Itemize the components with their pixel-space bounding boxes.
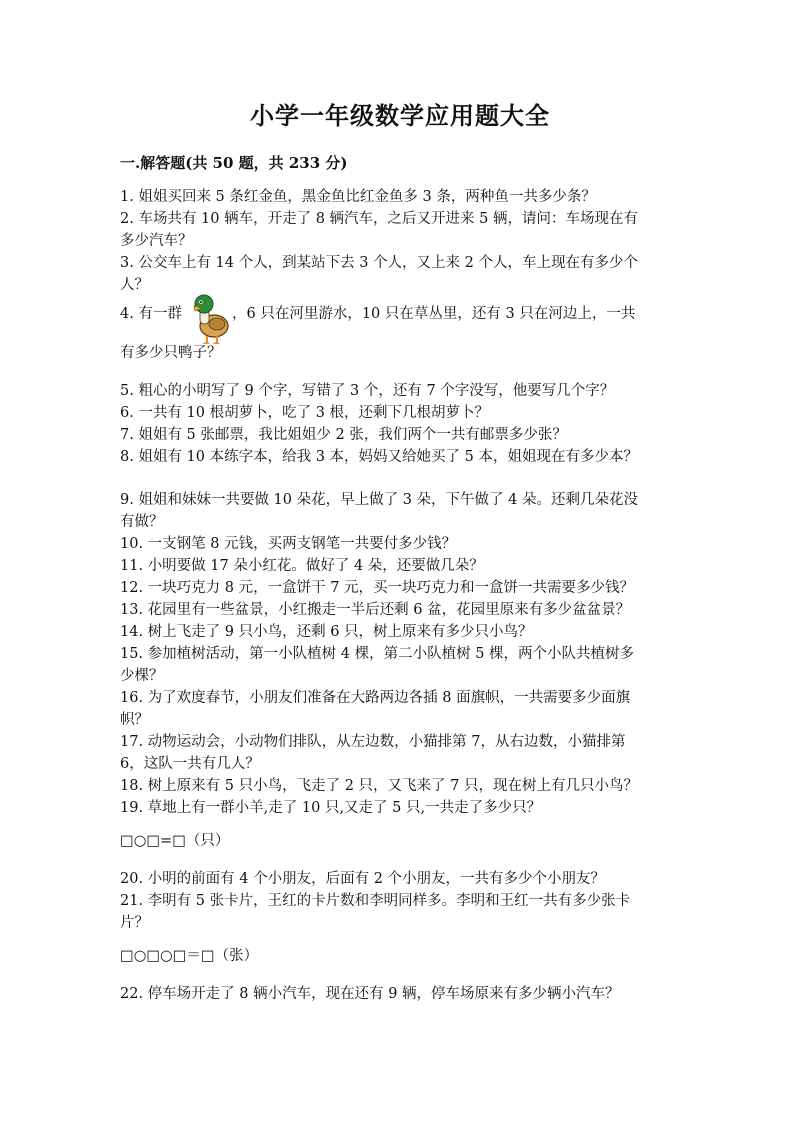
section-heading: 一.解答题(共 50 题，共 233 分) (120, 154, 348, 172)
question-4-line-1: ，6 只在河里游水，10 只在草丛里，还有 3 只在河边上，一共 (232, 306, 636, 322)
question-3-line-1: 3. 公交车上有 14 个人，到某站下去 3 个人，又上来 2 个人，车上现在有多少个 (120, 255, 638, 271)
question-17-line-2: 6，这队一共有几人？ (120, 756, 260, 772)
question-22: 22. 停车场开走了 8 辆小汽车，现在还有 9 辆，停车场原来有多少辆小汽车？ (120, 986, 620, 1002)
question-3-line-2: 人？ (120, 277, 149, 293)
question-18: 18. 树上原来有 5 只小鸟，飞走了 2 只，又飞来了 7 只，现在树上有几只小鸟？ (120, 778, 638, 794)
formula-19: □○□=□（只） (120, 833, 230, 849)
question-21-line-1: 21. 李明有 5 张卡片，王红的卡片数和李明同样多。李明和王红一共有多少张卡 (120, 893, 631, 909)
question-4-prefix: 4. 有一群 (120, 306, 182, 322)
question-10: 10. 一支钢笔 8 元钱，买两支钢笔一共要付多少钱？ (120, 536, 457, 552)
question-14: 14. 树上飞走了 9 只小鸟，还剩 6 只，树上原来有多少只小鸟？ (120, 624, 533, 640)
page-title: 小学一年级数学应用题大全 (250, 101, 550, 130)
question-1: 1. 姐姐买回来 5 条红金鱼，黑金鱼比红金鱼多 3 条，两种鱼一共多少条？ (120, 189, 596, 205)
question-12: 12. 一块巧克力 8 元，一盒饼干 7 元，买一块巧克力和一盒饼一共需要多少钱？ (120, 580, 635, 596)
question-15-line-2: 少棵？ (120, 668, 164, 684)
question-20: 20. 小明的前面有 4 个小朋友，后面有 2 个小朋友，一共有多少个小朋友？ (120, 871, 606, 887)
question-17-line-1: 17. 动物运动会，小动物们排队，从左边数，小猫排第 7，从右边数，小猫排第 (120, 734, 626, 750)
question-5: 5. 粗心的小明写了 9 个字，写错了 3 个，还有 7 个字没写，他要写几个字？ (120, 383, 615, 399)
question-2-line-1: 2. 车场共有 10 辆车，开走了 8 辆汽车，之后又开进来 5 辆，请问：车场现在有 (120, 211, 638, 227)
question-15-line-1: 15. 参加植树活动，第一小队植树 4 棵，第二小队植树 5 棵，两个小队共植树多 (120, 646, 635, 662)
question-2-line-2: 多少汽车？ (120, 233, 193, 249)
question-6: 6. 一共有 10 根胡萝卜，吃了 3 根，还剩下几根胡萝卜？ (120, 405, 490, 421)
duck-image (190, 290, 230, 346)
question-4-line-2: 有多少只鸭子？ (120, 345, 222, 361)
formula-21: □○□○□＝□（张） (120, 948, 259, 964)
question-21-line-2: 片？ (120, 915, 149, 931)
question-7: 7. 姐姐有 5 张邮票，我比姐姐少 2 张，我们两个一共有邮票多少张？ (120, 427, 567, 443)
question-8: 8. 姐姐有 10 本练字本，给我 3 本，妈妈又给她买了 5 本，姐姐现在有多少本？ (120, 449, 638, 465)
question-9-line-2: 有做？ (120, 514, 164, 530)
question-19: 19. 草地上有一群小羊,走了 10 只,又走了 5 只,一共走了多少只？ (120, 800, 542, 816)
question-9-line-1: 9. 姐姐和妹妹一共要做 10 朵花，早上做了 3 朵，下午做了 4 朵。还剩几朵花没 (120, 492, 638, 508)
question-13: 13. 花园里有一些盆景，小红搬走一半后还剩 6 盆，花园里原来有多少盆盆景？ (120, 602, 631, 618)
question-16-line-2: 帜？ (120, 712, 149, 728)
question-16-line-1: 16. 为了欢度春节，小朋友们准备在大路两边各插 8 面旗帜，一共需要多少面旗 (120, 690, 631, 706)
question-11: 11. 小明要做 17 朵小红花。做好了 4 朵，还要做几朵？ (120, 558, 484, 574)
